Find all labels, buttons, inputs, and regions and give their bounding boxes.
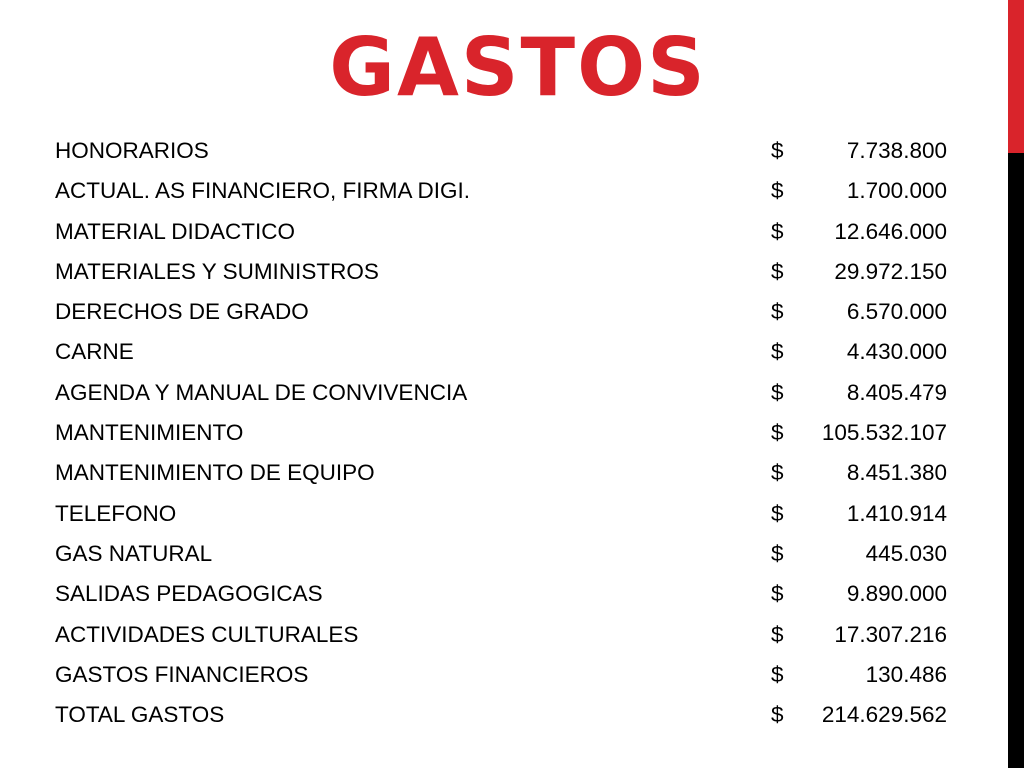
currency-symbol: $ bbox=[771, 661, 784, 687]
expense-row bbox=[55, 131, 947, 171]
currency-symbol: $ bbox=[771, 299, 784, 325]
expense-row bbox=[55, 332, 947, 372]
expense-amount: 8.405.479 bbox=[846, 379, 947, 405]
expense-label: CARNE bbox=[55, 339, 134, 365]
expense-amount: 8.451.380 bbox=[846, 460, 947, 486]
expense-row bbox=[55, 453, 947, 493]
side-accent-bar-black bbox=[1008, 153, 1024, 768]
expense-amount: 6.570.000 bbox=[846, 299, 947, 325]
currency-symbol: $ bbox=[771, 258, 784, 284]
expense-row bbox=[55, 373, 947, 413]
total-amount: 214.629.562 bbox=[821, 702, 947, 728]
currency-symbol: $ bbox=[771, 540, 784, 566]
expenses-table bbox=[55, 131, 947, 735]
expense-label: MATERIAL DIDACTICO bbox=[55, 218, 296, 244]
expense-row bbox=[55, 212, 947, 252]
expense-label: HONORARIOS bbox=[55, 138, 209, 163]
expense-label: AGENDA Y MANUAL DE CONVIVENCIA bbox=[55, 379, 468, 405]
expense-amount: 445.030 bbox=[865, 540, 947, 566]
expense-label: MANTENIMIENTO bbox=[55, 420, 244, 446]
expense-row bbox=[55, 494, 947, 534]
expense-row bbox=[55, 252, 947, 292]
currency-symbol: $ bbox=[771, 379, 784, 405]
expense-row bbox=[55, 574, 947, 614]
expense-label: GAS NATURAL bbox=[55, 540, 213, 566]
side-accent-bar bbox=[1008, 0, 1024, 768]
currency-symbol: $ bbox=[771, 218, 784, 244]
expense-row bbox=[55, 615, 947, 655]
total-label: TOTAL GASTOS bbox=[55, 702, 225, 728]
expense-label: TELEFONO bbox=[55, 500, 177, 526]
slide-title: GASTOS bbox=[329, 21, 707, 114]
expense-label: DERECHOS DE GRADO bbox=[55, 299, 309, 325]
currency-symbol: $ bbox=[771, 420, 784, 446]
expense-row bbox=[55, 171, 947, 211]
expense-row bbox=[55, 413, 947, 453]
expense-row bbox=[55, 534, 947, 574]
expense-label: MANTENIMIENTO DE EQUIPO bbox=[55, 460, 375, 486]
currency-symbol: $ bbox=[771, 581, 784, 607]
expense-label: GASTOS FINANCIEROS bbox=[55, 661, 309, 687]
expense-amount: 130.486 bbox=[865, 661, 947, 687]
expense-amount: 1.700.000 bbox=[846, 178, 947, 204]
currency-symbol: $ bbox=[771, 178, 784, 204]
currency-symbol: $ bbox=[771, 702, 784, 728]
expense-amount: 4.430.000 bbox=[846, 339, 947, 365]
expense-label: ACTIVIDADES CULTURALES bbox=[55, 621, 359, 647]
expense-label: SALIDAS PEDAGOGICAS bbox=[55, 581, 323, 607]
expense-amount: 17.307.216 bbox=[834, 621, 947, 647]
expense-amount: 29.972.150 bbox=[834, 258, 947, 284]
expense-amount: 1.410.914 bbox=[846, 500, 947, 526]
total-row bbox=[55, 695, 947, 735]
expense-amount: 105.532.107 bbox=[821, 420, 947, 446]
expense-amount: 9.890.000 bbox=[846, 581, 947, 607]
currency-symbol: $ bbox=[771, 460, 784, 486]
expense-label: ACTUAL. AS FINANCIERO, FIRMA DIGI. bbox=[55, 178, 471, 204]
expense-row bbox=[55, 655, 947, 695]
expense-row bbox=[55, 292, 947, 332]
currency-symbol: $ bbox=[771, 621, 784, 647]
currency-symbol: $ bbox=[771, 339, 784, 365]
expense-label: MATERIALES Y SUMINISTROS bbox=[55, 258, 379, 284]
expense-amount: 7.738.800 bbox=[846, 138, 947, 163]
currency-symbol: $ bbox=[771, 138, 784, 163]
expense-amount: 12.646.000 bbox=[834, 218, 947, 244]
currency-symbol: $ bbox=[771, 500, 784, 526]
